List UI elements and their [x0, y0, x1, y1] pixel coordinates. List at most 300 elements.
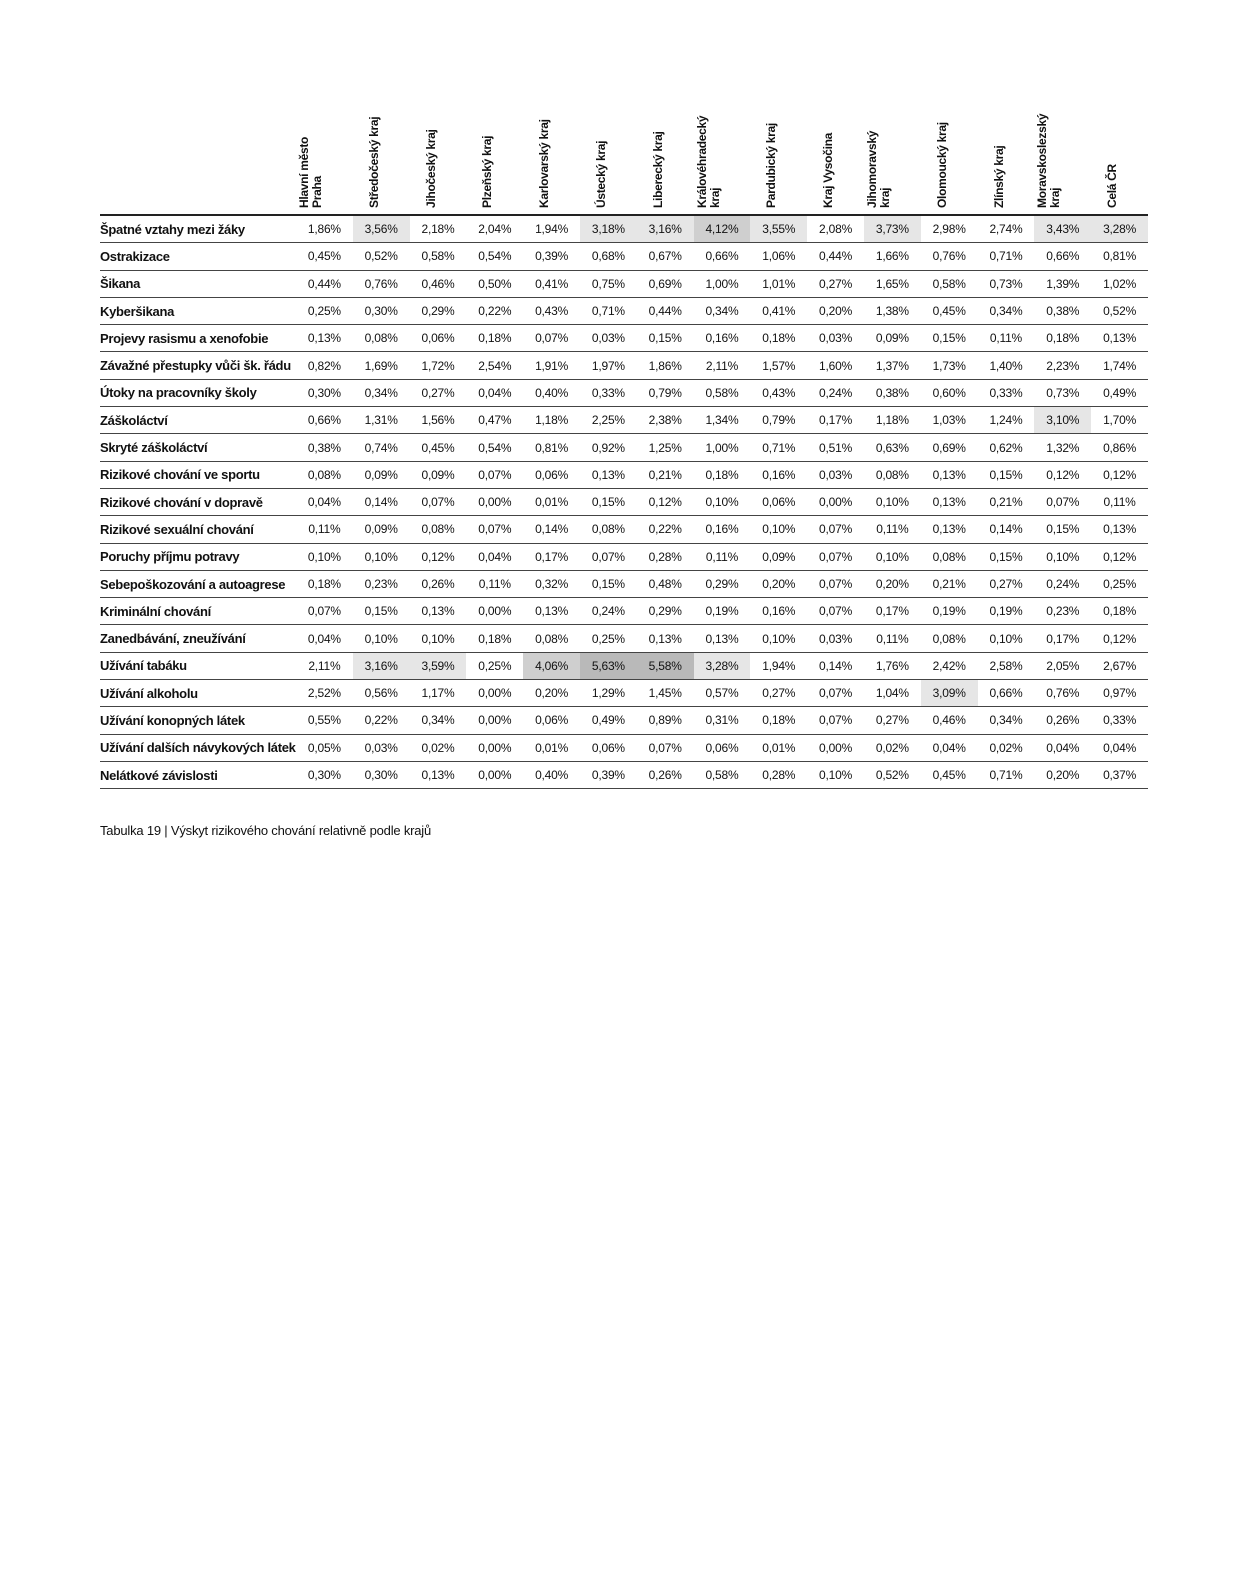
column-header-label: Liberecký kraj: [650, 131, 665, 208]
table-cell: 0,33%: [1091, 707, 1148, 734]
table-row: [100, 434, 1148, 461]
table-cell: 0,58%: [410, 243, 467, 270]
table-cell: 1,66%: [864, 243, 921, 270]
row-label: Užívání dalších návykových látek: [100, 734, 296, 761]
table-cell: 0,30%: [296, 379, 353, 406]
row-label: Závažné přestupky vůči šk. řádu: [100, 352, 296, 379]
row-label: Zanedbávání, zneužívání: [100, 625, 296, 652]
row-label: Šikana: [100, 270, 296, 297]
table-row: [100, 543, 1148, 570]
table-cell: 1,18%: [864, 407, 921, 434]
table-cell: 1,91%: [523, 352, 580, 379]
table-cell: 0,06%: [523, 461, 580, 488]
table-row: [100, 325, 1148, 352]
table-cell: 0,22%: [466, 297, 523, 324]
table-row: [100, 680, 1148, 707]
table-body: [100, 215, 1148, 789]
table-cell: 0,34%: [978, 297, 1035, 324]
table-cell: 0,51%: [807, 434, 864, 461]
table-cell: 0,12%: [1091, 543, 1148, 570]
table-cell: 0,06%: [523, 707, 580, 734]
table-cell: 0,09%: [750, 543, 807, 570]
table-cell: 0,10%: [410, 625, 467, 652]
table-cell: 0,69%: [637, 270, 694, 297]
table-row: [100, 761, 1148, 788]
table-cell: 0,26%: [637, 761, 694, 788]
table-cell: 0,50%: [466, 270, 523, 297]
table-cell: 0,01%: [750, 734, 807, 761]
table-cell: 0,74%: [353, 434, 410, 461]
table-cell: 0,47%: [466, 407, 523, 434]
table-cell: 0,41%: [523, 270, 580, 297]
table-cell: 0,18%: [750, 325, 807, 352]
table-cell: 0,07%: [466, 461, 523, 488]
table-cell: 3,09%: [921, 680, 978, 707]
header-corner-cell: [100, 92, 296, 215]
table-cell: 0,31%: [694, 707, 751, 734]
table-cell: 2,67%: [1091, 652, 1148, 679]
table-cell: 0,08%: [921, 625, 978, 652]
table-cell: 0,07%: [807, 543, 864, 570]
table-cell: 0,07%: [807, 516, 864, 543]
table-cell: 0,10%: [864, 488, 921, 515]
table-cell: 0,03%: [807, 325, 864, 352]
table-cell: 0,01%: [523, 488, 580, 515]
table-cell: 1,74%: [1091, 352, 1148, 379]
table-cell: 0,00%: [466, 734, 523, 761]
table-cell: 0,08%: [296, 461, 353, 488]
table-cell: 1,86%: [637, 352, 694, 379]
table-cell: 0,15%: [580, 570, 637, 597]
table-cell: 0,68%: [580, 243, 637, 270]
table-cell: 0,52%: [864, 761, 921, 788]
table-cell: 0,25%: [580, 625, 637, 652]
table-cell: 0,07%: [637, 734, 694, 761]
table-row: [100, 516, 1148, 543]
table-cell: 0,08%: [864, 461, 921, 488]
row-label: Špatné vztahy mezi žáky: [100, 215, 296, 243]
row-label: Nelátkové závislosti: [100, 761, 296, 788]
table-cell: 0,27%: [978, 570, 1035, 597]
table-cell: 0,81%: [1091, 243, 1148, 270]
table-cell: 2,98%: [921, 215, 978, 243]
table-cell: 1,39%: [1034, 270, 1091, 297]
table-cell: 0,18%: [750, 707, 807, 734]
table-cell: 0,08%: [410, 516, 467, 543]
table-cell: 0,06%: [410, 325, 467, 352]
table-cell: 0,13%: [1091, 516, 1148, 543]
table-cell: 1,73%: [921, 352, 978, 379]
table-cell: 0,43%: [523, 297, 580, 324]
table-cell: 0,45%: [921, 761, 978, 788]
table-cell: 0,38%: [296, 434, 353, 461]
table-cell: 1,45%: [637, 680, 694, 707]
table-cell: 0,15%: [637, 325, 694, 352]
table-cell: 0,01%: [523, 734, 580, 761]
table-cell: 0,17%: [1034, 625, 1091, 652]
table-cell: 0,08%: [580, 516, 637, 543]
table-cell: 0,09%: [864, 325, 921, 352]
column-header-label: Celá ČR: [1105, 164, 1120, 208]
table-cell: 0,13%: [296, 325, 353, 352]
table-cell: 0,10%: [1034, 543, 1091, 570]
table-cell: 0,45%: [296, 243, 353, 270]
row-label: Kyberšikana: [100, 297, 296, 324]
table-cell: 5,63%: [580, 652, 637, 679]
table-cell: 0,43%: [750, 379, 807, 406]
table-cell: 0,66%: [694, 243, 751, 270]
table-cell: 1,00%: [694, 434, 751, 461]
column-header-label: Olomoucký kraj: [934, 122, 949, 208]
table-cell: 0,12%: [410, 543, 467, 570]
table-cell: 0,14%: [978, 516, 1035, 543]
table-cell: 2,58%: [978, 652, 1035, 679]
row-label: Skryté záškoláctví: [100, 434, 296, 461]
table-cell: 0,82%: [296, 352, 353, 379]
table-cell: 1,01%: [750, 270, 807, 297]
row-label: Ostrakizace: [100, 243, 296, 270]
column-header-label: Ústecký kraj: [593, 140, 608, 208]
table-cell: 4,06%: [523, 652, 580, 679]
table-cell: 2,11%: [694, 352, 751, 379]
column-header-label: Moravskoslezský kraj: [1035, 113, 1063, 208]
table-cell: 0,00%: [466, 488, 523, 515]
table-cell: 0,12%: [1091, 461, 1148, 488]
table-cell: 0,00%: [807, 488, 864, 515]
table-cell: 0,02%: [864, 734, 921, 761]
table-cell: 0,12%: [1034, 461, 1091, 488]
table-cell: 0,20%: [523, 680, 580, 707]
table-cell: 0,46%: [921, 707, 978, 734]
table-cell: 0,34%: [353, 379, 410, 406]
table-cell: 1,69%: [353, 352, 410, 379]
table-cell: 0,14%: [353, 488, 410, 515]
row-label: Užívání alkoholu: [100, 680, 296, 707]
row-label: Poruchy příjmu potravy: [100, 543, 296, 570]
table-cell: 0,18%: [1091, 598, 1148, 625]
table-cell: 0,18%: [466, 325, 523, 352]
table-cell: 0,14%: [807, 652, 864, 679]
table-cell: 3,55%: [750, 215, 807, 243]
table-cell: 3,28%: [694, 652, 751, 679]
table-cell: 3,73%: [864, 215, 921, 243]
table-cell: 0,11%: [1091, 488, 1148, 515]
table-row: [100, 652, 1148, 679]
table-cell: 0,04%: [296, 625, 353, 652]
column-header: [466, 92, 523, 215]
table-cell: 1,40%: [978, 352, 1035, 379]
table-cell: 0,39%: [523, 243, 580, 270]
column-header: [978, 92, 1035, 215]
table-cell: 0,13%: [637, 625, 694, 652]
table-cell: 1,56%: [410, 407, 467, 434]
table-cell: 0,10%: [807, 761, 864, 788]
table-row: [100, 243, 1148, 270]
table-cell: 0,04%: [1091, 734, 1148, 761]
table-cell: 0,04%: [466, 379, 523, 406]
table-cell: 0,44%: [637, 297, 694, 324]
table-cell: 0,06%: [750, 488, 807, 515]
table-cell: 0,69%: [921, 434, 978, 461]
table-cell: 0,28%: [637, 543, 694, 570]
table-row: [100, 461, 1148, 488]
table-row: [100, 379, 1148, 406]
table-cell: 0,46%: [410, 270, 467, 297]
table-cell: 0,30%: [353, 297, 410, 324]
row-label: Projevy rasismu a xenofobie: [100, 325, 296, 352]
table-cell: 0,09%: [410, 461, 467, 488]
table-cell: 1,06%: [750, 243, 807, 270]
table-cell: 0,33%: [580, 379, 637, 406]
table-cell: 0,05%: [296, 734, 353, 761]
table-cell: 0,67%: [637, 243, 694, 270]
table-cell: 0,22%: [353, 707, 410, 734]
table-cell: 0,89%: [637, 707, 694, 734]
table-row: [100, 407, 1148, 434]
table-cell: 0,23%: [353, 570, 410, 597]
column-header: [637, 92, 694, 215]
table-cell: 0,20%: [1034, 761, 1091, 788]
table-cell: 0,57%: [694, 680, 751, 707]
table-cell: 0,00%: [466, 598, 523, 625]
column-header-label: Kraj Vysočina: [821, 132, 836, 208]
table-cell: 0,07%: [807, 598, 864, 625]
table-cell: 0,45%: [921, 297, 978, 324]
table-row: [100, 352, 1148, 379]
table-cell: 3,16%: [637, 215, 694, 243]
table-cell: 0,48%: [637, 570, 694, 597]
table-cell: 0,18%: [466, 625, 523, 652]
table-cell: 1,18%: [523, 407, 580, 434]
table-cell: 0,07%: [296, 598, 353, 625]
table-cell: 4,12%: [694, 215, 751, 243]
table-cell: 1,38%: [864, 297, 921, 324]
table-cell: 0,03%: [807, 625, 864, 652]
table-cell: 0,04%: [296, 488, 353, 515]
table-row: [100, 488, 1148, 515]
column-header: [296, 92, 353, 215]
table-cell: 0,24%: [807, 379, 864, 406]
table-cell: 1,03%: [921, 407, 978, 434]
table-cell: 2,74%: [978, 215, 1035, 243]
table-cell: 0,49%: [580, 707, 637, 734]
column-header-label: Zlínský kraj: [991, 145, 1006, 208]
table-cell: 0,81%: [523, 434, 580, 461]
table-cell: 3,59%: [410, 652, 467, 679]
column-header: [580, 92, 637, 215]
table-cell: 0,58%: [694, 761, 751, 788]
table-cell: 1,86%: [296, 215, 353, 243]
table-cell: 1,97%: [580, 352, 637, 379]
table-cell: 0,33%: [978, 379, 1035, 406]
table-cell: 0,25%: [1091, 570, 1148, 597]
table-cell: 0,52%: [1091, 297, 1148, 324]
table-cell: 0,49%: [1091, 379, 1148, 406]
table-cell: 0,13%: [580, 461, 637, 488]
table-cell: 0,66%: [978, 680, 1035, 707]
table-cell: 0,24%: [1034, 570, 1091, 597]
table-cell: 0,06%: [580, 734, 637, 761]
table-cell: 0,07%: [1034, 488, 1091, 515]
table-cell: 0,24%: [580, 598, 637, 625]
table-cell: 1,70%: [1091, 407, 1148, 434]
table-cell: 1,37%: [864, 352, 921, 379]
table-cell: 2,23%: [1034, 352, 1091, 379]
table-cell: 3,56%: [353, 215, 410, 243]
column-header-label: Jihomoravský kraj: [864, 130, 892, 208]
table-cell: 1,57%: [750, 352, 807, 379]
table-cell: 2,38%: [637, 407, 694, 434]
table-cell: 0,26%: [1034, 707, 1091, 734]
table-row: [100, 570, 1148, 597]
column-header: [1091, 92, 1148, 215]
table-cell: 0,38%: [1034, 297, 1091, 324]
table-cell: 0,76%: [353, 270, 410, 297]
table-cell: 0,37%: [1091, 761, 1148, 788]
table-cell: 0,08%: [921, 543, 978, 570]
table-cell: 0,54%: [466, 434, 523, 461]
table-cell: 0,15%: [1034, 516, 1091, 543]
column-header: [864, 92, 921, 215]
table-cell: 0,29%: [410, 297, 467, 324]
row-label: Užívání konopných látek: [100, 707, 296, 734]
table-cell: 0,14%: [523, 516, 580, 543]
column-header: [750, 92, 807, 215]
table-cell: 0,30%: [296, 761, 353, 788]
table-cell: 2,52%: [296, 680, 353, 707]
table-cell: 0,39%: [580, 761, 637, 788]
table-cell: 0,16%: [694, 325, 751, 352]
table-cell: 0,17%: [523, 543, 580, 570]
table-cell: 0,18%: [694, 461, 751, 488]
table-cell: 0,17%: [864, 598, 921, 625]
table-cell: 0,27%: [807, 270, 864, 297]
table-cell: 0,66%: [296, 407, 353, 434]
table-cell: 0,04%: [466, 543, 523, 570]
table-cell: 1,60%: [807, 352, 864, 379]
table-cell: 3,28%: [1091, 215, 1148, 243]
row-label: Rizikové sexuální chování: [100, 516, 296, 543]
table-cell: 3,16%: [353, 652, 410, 679]
row-label: Kriminální chování: [100, 598, 296, 625]
table-cell: 0,00%: [466, 761, 523, 788]
table-cell: 0,19%: [921, 598, 978, 625]
table-cell: 0,25%: [466, 652, 523, 679]
row-label: Rizikové chování ve sportu: [100, 461, 296, 488]
table-cell: 0,71%: [580, 297, 637, 324]
table-cell: 0,10%: [296, 543, 353, 570]
table-cell: 0,08%: [353, 325, 410, 352]
table-cell: 1,25%: [637, 434, 694, 461]
table-cell: 0,34%: [410, 707, 467, 734]
table-cell: 0,97%: [1091, 680, 1148, 707]
table-cell: 0,41%: [750, 297, 807, 324]
table-cell: 0,06%: [694, 734, 751, 761]
table-cell: 0,10%: [750, 516, 807, 543]
table-cell: 0,10%: [353, 625, 410, 652]
table-cell: 0,13%: [921, 461, 978, 488]
table-cell: 2,05%: [1034, 652, 1091, 679]
table-cell: 2,54%: [466, 352, 523, 379]
column-header: [807, 92, 864, 215]
table-cell: 0,32%: [523, 570, 580, 597]
table-cell: 0,20%: [750, 570, 807, 597]
table-cell: 0,58%: [921, 270, 978, 297]
table-row: [100, 625, 1148, 652]
table-cell: 0,76%: [1034, 680, 1091, 707]
table-cell: 0,11%: [694, 543, 751, 570]
table-cell: 1,24%: [978, 407, 1035, 434]
row-label: Sebepoškozování a autoagrese: [100, 570, 296, 597]
table-cell: 0,07%: [410, 488, 467, 515]
table-cell: 0,40%: [523, 379, 580, 406]
table-cell: 0,02%: [410, 734, 467, 761]
table-cell: 0,13%: [921, 488, 978, 515]
table-cell: 0,19%: [694, 598, 751, 625]
table-cell: 0,11%: [466, 570, 523, 597]
table-cell: 0,19%: [978, 598, 1035, 625]
table-cell: 0,56%: [353, 680, 410, 707]
table-cell: 0,20%: [807, 297, 864, 324]
row-label: Rizikové chování v dopravě: [100, 488, 296, 515]
column-header: [353, 92, 410, 215]
table-cell: 0,09%: [353, 516, 410, 543]
table-cell: 0,23%: [1034, 598, 1091, 625]
table-cell: 0,04%: [921, 734, 978, 761]
column-header: [523, 92, 580, 215]
table-cell: 0,40%: [523, 761, 580, 788]
row-label: Záškoláctví: [100, 407, 296, 434]
table-cell: 1,94%: [750, 652, 807, 679]
table-cell: 1,94%: [523, 215, 580, 243]
table-cell: 0,07%: [523, 325, 580, 352]
table-cell: 0,71%: [978, 761, 1035, 788]
column-header: [1034, 92, 1091, 215]
table-cell: 0,13%: [523, 598, 580, 625]
table-cell: 1,32%: [1034, 434, 1091, 461]
table-cell: 0,10%: [978, 625, 1035, 652]
risk-behavior-table: [100, 92, 1148, 789]
table-cell: 0,29%: [637, 598, 694, 625]
table-cell: 0,15%: [978, 461, 1035, 488]
table-cell: 1,17%: [410, 680, 467, 707]
table-cell: 0,07%: [807, 707, 864, 734]
table-cell: 0,79%: [637, 379, 694, 406]
table-cell: 2,08%: [807, 215, 864, 243]
column-header: [694, 92, 751, 215]
table-cell: 0,28%: [750, 761, 807, 788]
table-row: [100, 215, 1148, 243]
table-cell: 1,29%: [580, 680, 637, 707]
table-cell: 0,44%: [296, 270, 353, 297]
column-header-label: Hlavní město Praha: [297, 136, 324, 208]
table-cell: 0,07%: [807, 680, 864, 707]
row-label: Užívání tabáku: [100, 652, 296, 679]
table-cell: 0,52%: [353, 243, 410, 270]
table-cell: 0,26%: [410, 570, 467, 597]
table-cell: 0,07%: [807, 570, 864, 597]
table-cell: 0,15%: [921, 325, 978, 352]
column-header-label: Královéhradecký kraj: [694, 115, 722, 208]
column-header: [921, 92, 978, 215]
table-cell: 2,18%: [410, 215, 467, 243]
table-cell: 0,92%: [580, 434, 637, 461]
table-row: [100, 707, 1148, 734]
table-cell: 0,02%: [978, 734, 1035, 761]
table-cell: 0,75%: [580, 270, 637, 297]
table-cell: 0,10%: [864, 543, 921, 570]
table-cell: 0,13%: [694, 625, 751, 652]
